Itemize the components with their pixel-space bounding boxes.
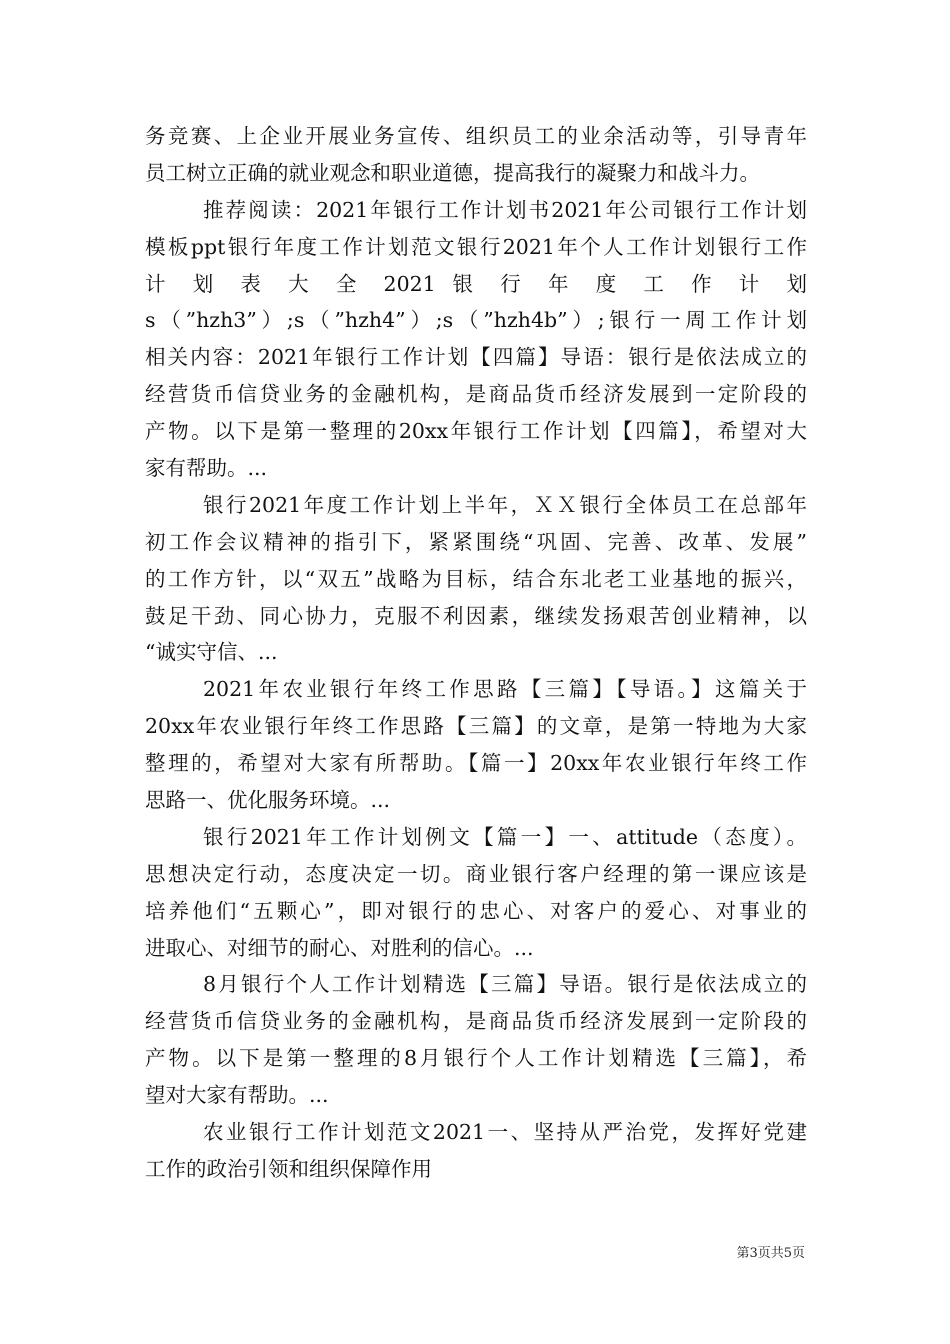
paragraph-line: 8月银行个人工作计划精选【三篇】导语。银行是依法成立的: [203, 972, 807, 997]
paragraph-line: 2021年农业银行年终工作思路【三篇】【导语。】这篇关于: [203, 677, 807, 702]
document-body: [145, 118, 807, 1188]
paragraph-line: 思想决定行动，态度决定一切。商业银行客户经理的第一课应该是: [145, 861, 807, 886]
paragraph-line: 整理的，希望对大家有所帮助。【篇一】20xx年农业银行年终工作: [145, 751, 807, 776]
paragraph-line: 计 划 表 大 全 2021 银 行 年 度 工 作 计 划: [145, 271, 807, 296]
paragraph-line: “诚实守信、...: [145, 640, 278, 665]
paragraph-line: 推荐阅读：2021年银行工作计划书2021年公司银行工作计划: [203, 197, 807, 222]
paragraph-line: 银行2021年工作计划例文【篇一】一、attitude（态度）。: [203, 824, 807, 849]
paragraph-line: 农业银行工作计划范文2021一、坚持从严治党，发挥好党建: [203, 1120, 807, 1145]
paragraph-line: 产物。以下是第一整理的20xx年银行工作计划【四篇】，希望对大: [145, 419, 807, 444]
paragraph-line: 模板ppt银行年度工作计划范文银行2021年个人工作计划银行工作: [145, 234, 807, 259]
paragraph-line: 培养他们“五颗心”，即对银行的忠心、对客户的爱心、对事业的: [145, 898, 807, 923]
paragraph-line: 进取心、对细节的耐心、对胜利的信心。...: [145, 935, 534, 960]
paragraph-line: s（”hzh3”）;s（”hzh4”）;s（”hzh4b”）;银行一周工作计划: [145, 308, 807, 333]
paragraph-line: 初工作会议精神的指引下，紧紧围绕“巩固、完善、改革、发展”: [145, 529, 807, 554]
paragraph-line: 鼓足干劲、同心协力，克服不利因素，继续发扬艰苦创业精神，以: [145, 603, 807, 628]
paragraph-line: 银行2021年度工作计划上半年，ＸＸ银行全体员工在总部年: [203, 492, 807, 517]
paragraph-line: 工作的政治引领和组织保障作用: [145, 1156, 432, 1181]
page-number-footer: 第3页共5页: [736, 1246, 805, 1261]
paragraph-line: 家有帮助。...: [145, 456, 268, 481]
paragraph-line: 务竞赛、上企业开展业务宣传、组织员工的业余活动等，引导青年: [145, 124, 807, 148]
paragraph-line: 望对大家有帮助。...: [145, 1083, 329, 1108]
paragraph-line: 20xx年农业银行年终工作思路【三篇】的文章，是第一特地为大家: [145, 714, 807, 739]
paragraph-line: 经营货币信贷业务的金融机构，是商品货币经济发展到一定阶段的: [145, 1009, 807, 1034]
paragraph-line: 思路一、优化服务环境。...: [145, 788, 391, 813]
paragraph-line: 的工作方针，以“双五”战略为目标，结合东北老工业基地的振兴，: [145, 566, 807, 591]
paragraph-line: 经营货币信贷业务的金融机构，是商品货币经济发展到一定阶段的: [145, 382, 807, 407]
paragraph-line: 员工树立正确的就业观念和职业道德，提高我行的凝聚力和战斗力。: [145, 160, 760, 185]
paragraph-line: 相关内容：2021年银行工作计划【四篇】导语：银行是依法成立的: [145, 345, 807, 370]
paragraph-line: 产物。以下是第一整理的8月银行个人工作计划精选【三篇】，希: [145, 1046, 807, 1071]
